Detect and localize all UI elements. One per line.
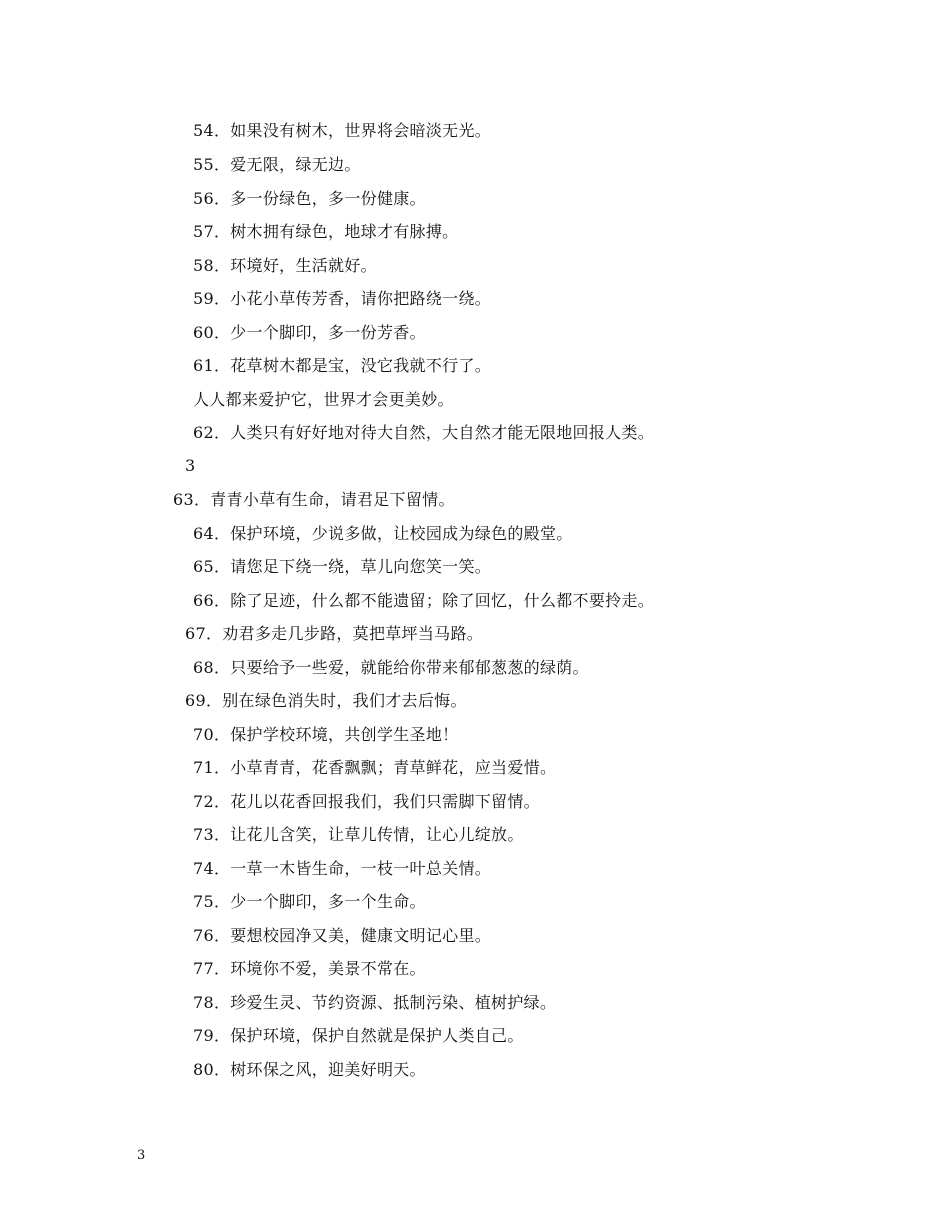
slogan-line: 80．树环保之风，迎美好明天。: [193, 1060, 426, 1079]
slogan-line: 56．多一份绿色，多一份健康。: [193, 189, 426, 208]
slogan-line: 67．劝君多走几步路，莫把草坪当马路。: [185, 624, 484, 643]
slogan-line: 68．只要给予一些爱，就能给你带来郁郁葱葱的绿荫。: [193, 658, 589, 677]
slogan-line: 61．花草树木都是宝，没它我就不行了。: [193, 356, 492, 375]
slogan-line: 70．保护学校环境，共创学生圣地！: [193, 725, 459, 744]
slogan-line: 66．除了足迹，什么都不能遗留；除了回忆，什么都不要拎走。: [193, 591, 655, 610]
slogan-line: 74．一草一木皆生命，一枝一叶总关情。: [193, 859, 492, 878]
slogan-line: 57．树木拥有绿色，地球才有脉搏。: [193, 222, 459, 241]
slogan-line: 55．爱无限，绿无边。: [193, 155, 361, 174]
slogan-line: 69．别在绿色消失时，我们才去后悔。: [185, 691, 467, 710]
slogan-line: 64．保护环境，少说多做，让校园成为绿色的殿堂。: [193, 524, 573, 543]
slogan-line: 63．青青小草有生命，请君足下留情。: [173, 490, 455, 509]
slogan-line: 77．环境你不爱，美景不常在。: [193, 959, 426, 978]
slogan-line: 79．保护环境，保护自然就是保护人类自己。: [193, 1026, 524, 1045]
slogan-line: 65．请您足下绕一绕，草儿向您笑一笑。: [193, 557, 492, 576]
slogan-line: 59．小花小草传芳香，请你把路绕一绕。: [193, 289, 492, 308]
slogan-line: 78．珍爱生灵、节约资源、抵制污染、植树护绿。: [193, 993, 557, 1012]
slogan-line: 54．如果没有树木，世界将会暗淡无光。: [193, 121, 492, 140]
slogan-line: 72．花儿以花香回报我们，我们只需脚下留情。: [193, 792, 540, 811]
slogan-line: 60．少一个脚印，多一份芳香。: [193, 323, 426, 342]
slogan-line: 71．小草青青，花香飘飘；青草鲜花，应当爱惜。: [193, 758, 557, 777]
slogan-line: 76．要想校园净又美，健康文明记心里。: [193, 926, 492, 945]
slogan-line: 75．少一个脚印，多一个生命。: [193, 892, 426, 911]
slogan-line: 62．人类只有好好地对待大自然，大自然才能无限地回报人类。: [193, 423, 655, 442]
slogan-line: 73．让花儿含笑，让草儿传情，让心儿绽放。: [193, 825, 524, 844]
inline-page-marker: 3: [185, 456, 196, 475]
slogan-continuation: 人人都来爱护它，世界才会更美妙。: [193, 390, 454, 409]
slogan-line: 58．环境好，生活就好。: [193, 256, 377, 275]
page-number: 3: [137, 1148, 146, 1163]
